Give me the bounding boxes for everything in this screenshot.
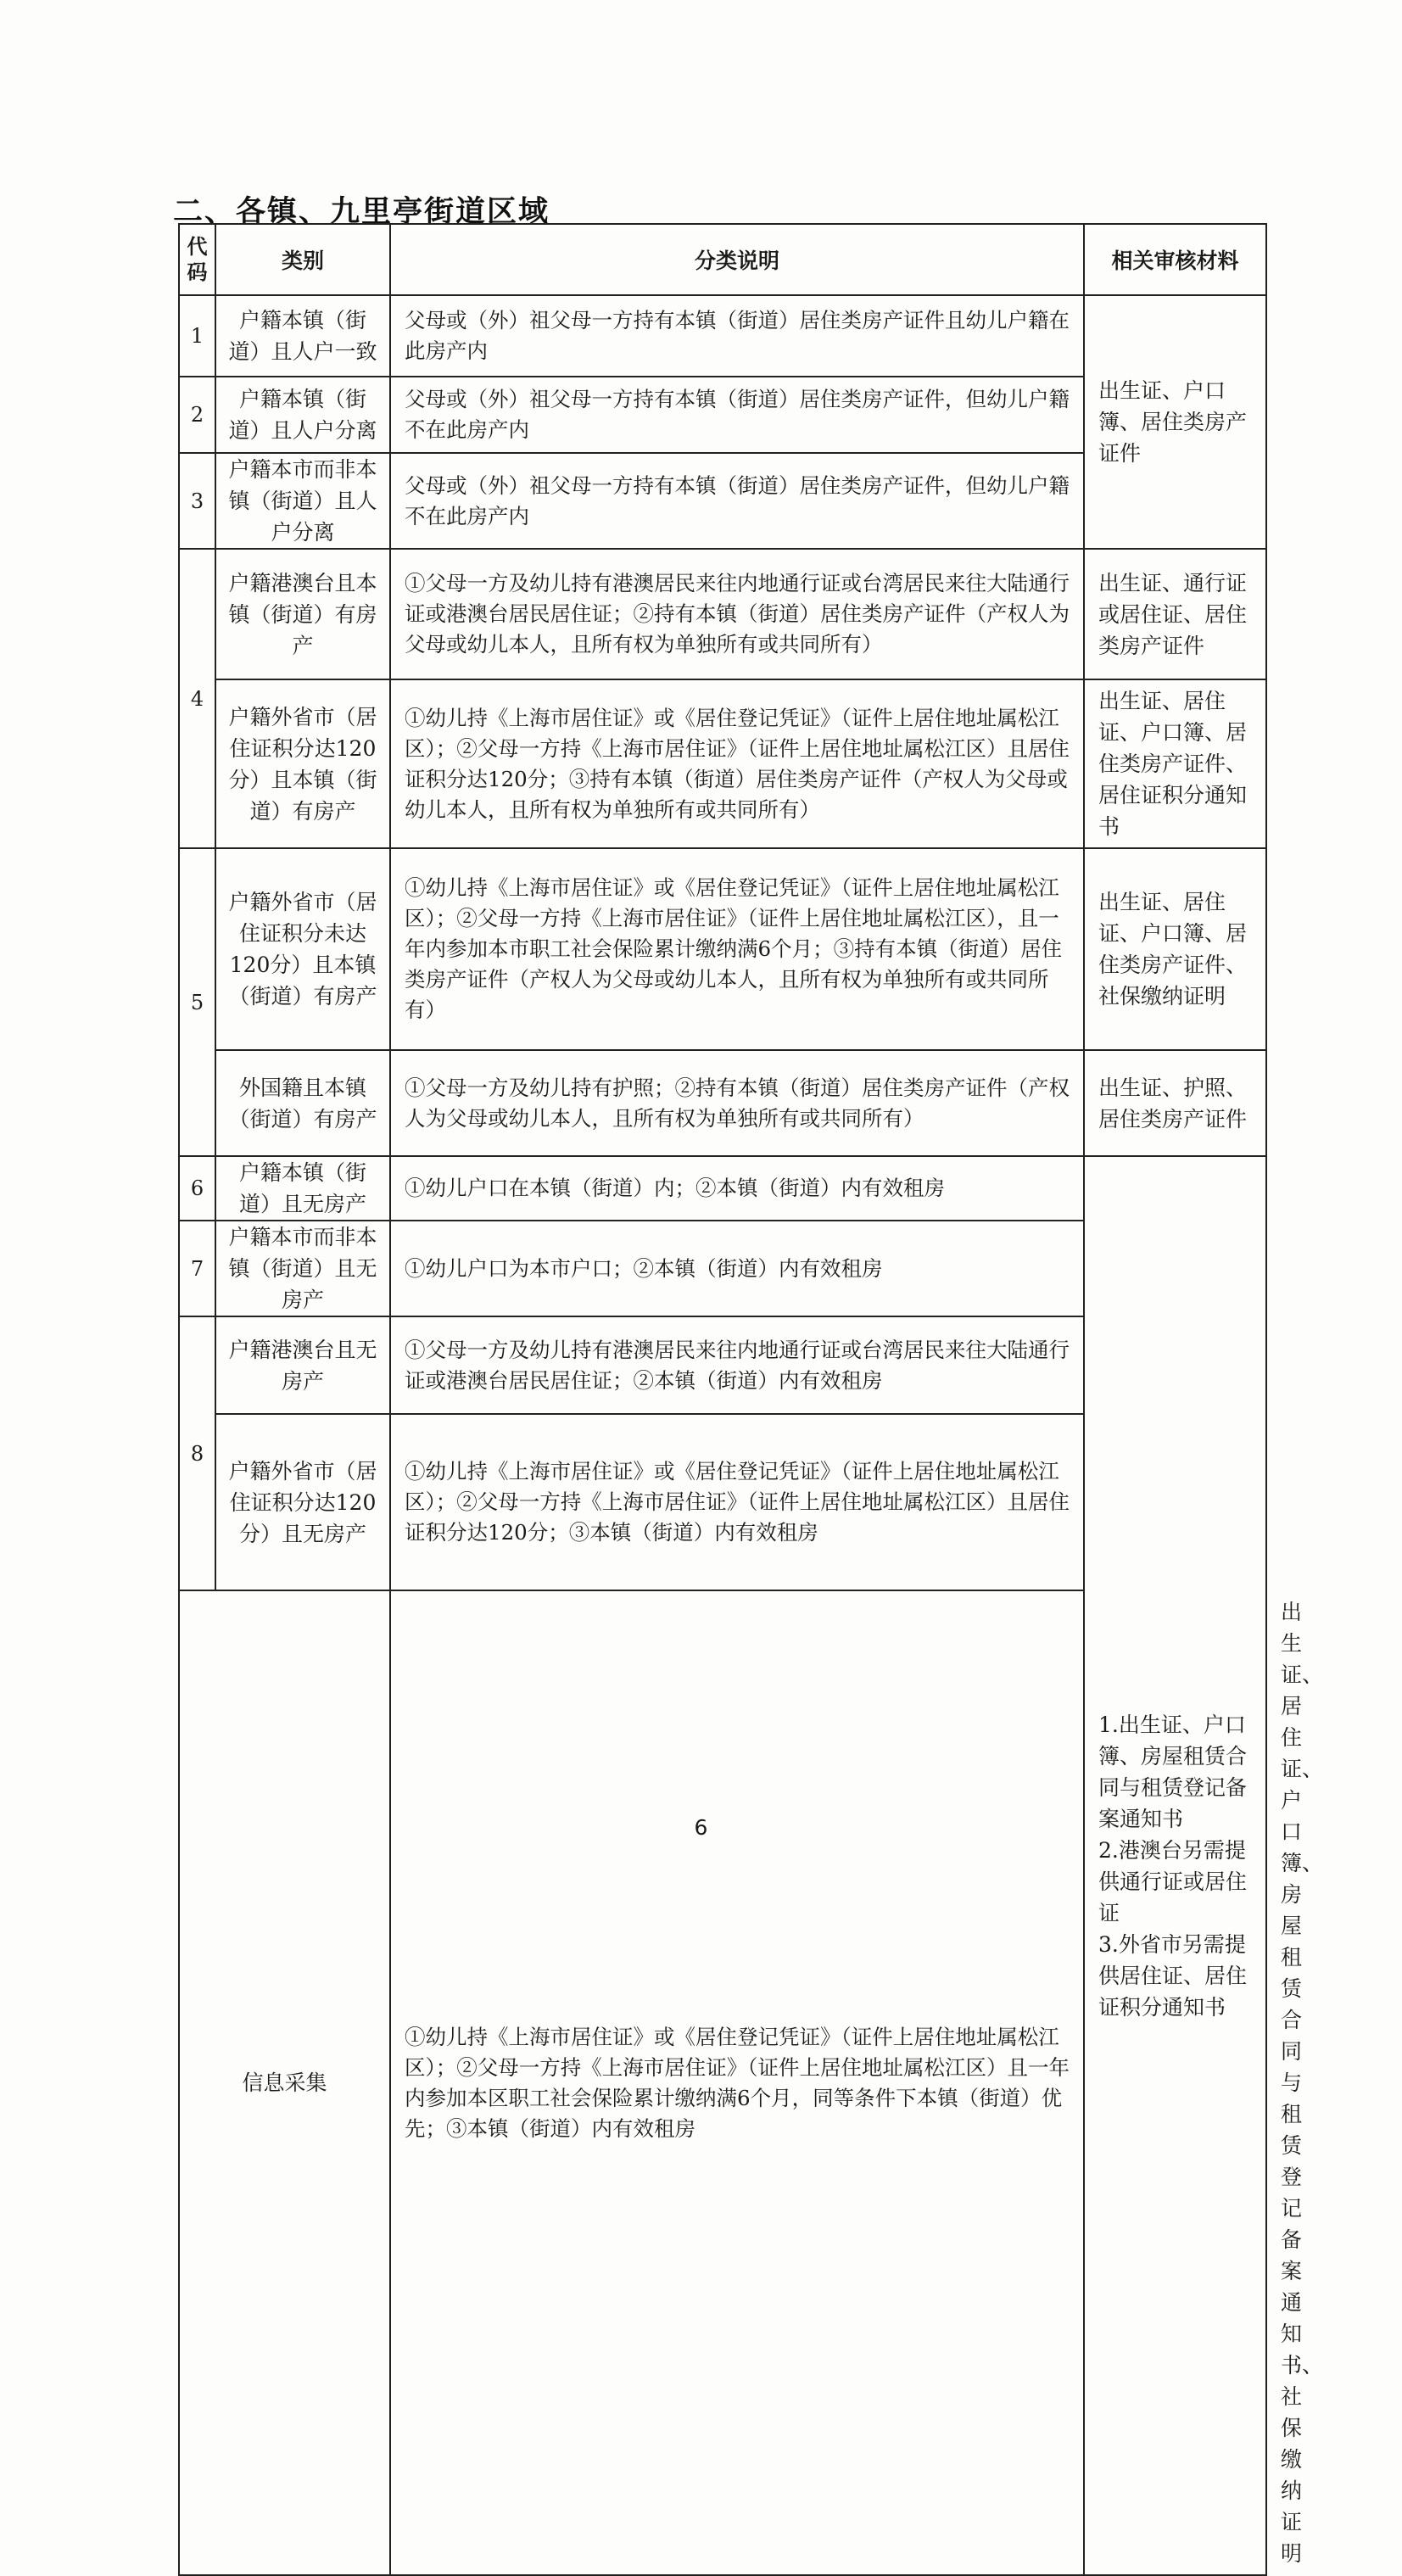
row-category: 户籍本市而非本镇（街道）且无房产 bbox=[215, 1221, 390, 1316]
row-description: ①父母一方及幼儿持有港澳居民来往内地通行证或台湾居民来往大陆通行证或港澳台居民居住证；②持有本镇（街道）居住类房产证件（产权人为父母或幼儿本人，且所有权为单独所有或共同所有） bbox=[390, 549, 1084, 679]
header-code: 代码 bbox=[179, 224, 215, 295]
page-number: 6 bbox=[694, 1815, 708, 1840]
row-code: 7 bbox=[179, 1221, 215, 1316]
row-description: 父母或（外）祖父母一方持有本镇（街道）居住类房产证件，但幼儿户籍不在此房产内 bbox=[390, 453, 1084, 549]
row-category: 户籍外省市（居住证积分达120分）且无房产 bbox=[215, 1414, 390, 1590]
row-description: ①幼儿户口为本市户口；②本镇（街道）内有效租房 bbox=[390, 1221, 1084, 1316]
enrollment-category-table bbox=[178, 223, 1324, 2576]
row-category: 户籍港澳台且无房产 bbox=[215, 1316, 390, 1414]
row-category: 信息采集 bbox=[179, 1590, 390, 2575]
row-code: 4 bbox=[179, 549, 215, 848]
materials-line: 3.外省市另需提供居住证、居住证积分通知书 bbox=[1098, 1931, 1248, 2020]
row-materials: 出生证、护照、居住类房产证件 bbox=[1084, 1050, 1266, 1156]
table-header-row bbox=[179, 224, 1266, 295]
row-code: 5 bbox=[179, 848, 215, 1156]
materials-line: 2.港澳台另需提供通行证或居住证 bbox=[1098, 1837, 1248, 1925]
header-materials: 相关审核材料 bbox=[1084, 224, 1266, 295]
row-description: 父母或（外）祖父母一方持有本镇（街道）居住类房产证件且幼儿户籍在此房产内 bbox=[390, 295, 1084, 377]
row-materials: 出生证、通行证或居住证、居住类房产证件 bbox=[1084, 549, 1266, 679]
header-category: 类别 bbox=[215, 224, 390, 295]
header-description: 分类说明 bbox=[390, 224, 1084, 295]
row-code: 8 bbox=[179, 1316, 215, 1590]
row-description: 父母或（外）祖父母一方持有本镇（街道）居住类房产证件，但幼儿户籍不在此房产内 bbox=[390, 377, 1084, 453]
table-row bbox=[179, 549, 1266, 679]
row-description: ①父母一方及幼儿持有护照；②持有本镇（街道）居住类房产证件（产权人为父母或幼儿本人，且所有权为单独所有或共同所有） bbox=[390, 1050, 1084, 1156]
row-materials-shared: 出生证、户口簿、居住类房产证件 bbox=[1084, 295, 1266, 549]
row-code: 1 bbox=[179, 295, 215, 377]
row-category: 户籍本镇（街道）且人户一致 bbox=[215, 295, 390, 377]
row-description: ①幼儿户口在本镇（街道）内；②本镇（街道）内有效租房 bbox=[390, 1156, 1084, 1221]
section-title: 二、各镇、九里亭街道区域 bbox=[173, 195, 550, 229]
table-row: 信息采集 ①幼儿持《上海市居住证》或《居住登记凭证》（证件上居住地址属松江区）；②父母一方持《上海市居住证》（证件上居住地址属松江区）且一年内参加本区职工社会保险累计缴纳满6个月，同等条件下本镇（街道）优先；③本镇（街道）内有效租房 出生证、居住证、户口簿、房屋租赁合同与租赁登记备案通知书、社保缴纳证明 bbox=[179, 1590, 1266, 2575]
row-description: ①幼儿持《上海市居住证》或《居住登记凭证》（证件上居住地址属松江区）；②父母一方持《上海市居住证》（证件上居住地址属松江区）且居住证积分达120分；③持有本镇（街道）居住类房产证件（产权人为父母或幼儿本人，且所有权为单独所有或共同所有） bbox=[390, 679, 1084, 848]
row-category: 户籍港澳台且本镇（街道）有房产 bbox=[215, 549, 390, 679]
table-row bbox=[179, 1156, 1266, 1221]
table-row bbox=[179, 295, 1266, 377]
row-description: ①父母一方及幼儿持有港澳居民来往内地通行证或台湾居民来往大陆通行证或港澳台居民居住证；②本镇（街道）内有效租房 bbox=[390, 1316, 1084, 1414]
row-category: 户籍本镇（街道）且人户分离 bbox=[215, 377, 390, 453]
row-category: 户籍本镇（街道）且无房产 bbox=[215, 1156, 390, 1221]
row-category: 户籍外省市（居住证积分未达120分）且本镇（街道）有房产 bbox=[215, 848, 390, 1050]
row-code: 2 bbox=[179, 377, 215, 453]
row-code: 6 bbox=[179, 1156, 215, 1221]
row-materials-shared-rent bbox=[1084, 1156, 1266, 2575]
row-materials: 出生证、居住证、户口簿、居住类房产证件、居住证积分通知书 bbox=[1084, 679, 1266, 848]
table-row bbox=[179, 679, 1266, 848]
row-materials: 出生证、居住证、户口簿、居住类房产证件、社保缴纳证明 bbox=[1084, 848, 1266, 1050]
row-description: ①幼儿持《上海市居住证》或《居住登记凭证》（证件上居住地址属松江区）；②父母一方持《上海市居住证》（证件上居住地址属松江区）且居住证积分达120分；③本镇（街道）内有效租房 bbox=[390, 1414, 1084, 1590]
row-category: 外国籍且本镇（街道）有房产 bbox=[215, 1050, 390, 1156]
row-category: 户籍本市而非本镇（街道）且人户分离 bbox=[215, 453, 390, 549]
row-description: ①幼儿持《上海市居住证》或《居住登记凭证》（证件上居住地址属松江区）；②父母一方持《上海市居住证》（证件上居住地址属松江区）且一年内参加本区职工社会保险累计缴纳满6个月，同等条件下本镇（街道）优先；③本镇（街道）内有效租房 bbox=[390, 1590, 1084, 2575]
row-category: 户籍外省市（居住证积分达120分）且本镇（街道）有房产 bbox=[215, 679, 390, 848]
materials-line: 1.出生证、户口簿、房屋租赁合同与租赁登记备案通知书 bbox=[1098, 1712, 1248, 1831]
row-code: 3 bbox=[179, 453, 215, 549]
table-row bbox=[179, 1050, 1266, 1156]
table-row bbox=[179, 848, 1266, 1050]
row-description: ①幼儿持《上海市居住证》或《居住登记凭证》（证件上居住地址属松江区）；②父母一方持《上海市居住证》（证件上居住地址属松江区），且一年内参加本市职工社会保险累计缴纳满6个月；③持有本镇（街道）居住类房产证件（产权人为父母或幼儿本人，且所有权为单独所有或共同所有） bbox=[390, 848, 1084, 1050]
